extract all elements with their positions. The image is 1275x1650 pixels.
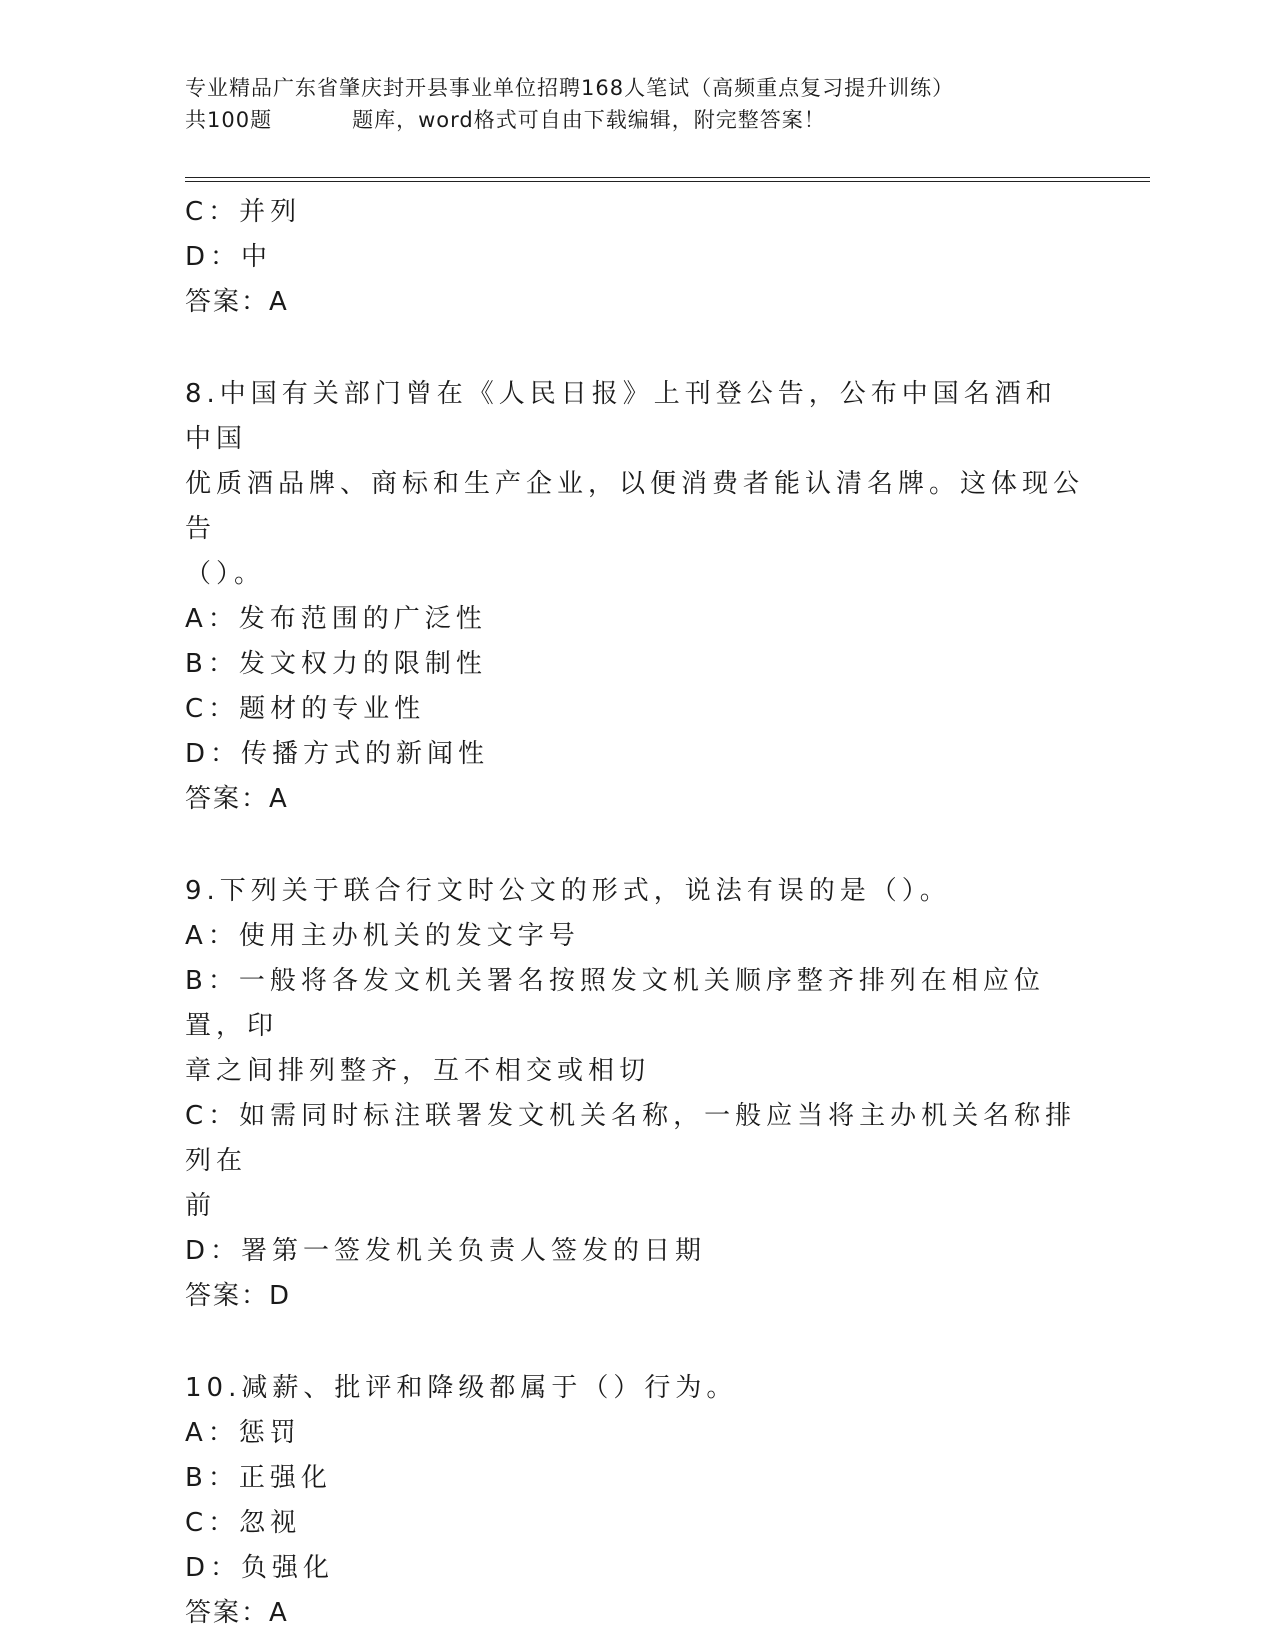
question-stem: 优质酒品牌、商标和生产企业，以便消费者能认清名牌。这体现公告 — [185, 469, 1085, 544]
option-line: C：并列 — [185, 197, 302, 227]
answer-line: 答案：D — [185, 1281, 292, 1311]
header-divider-bottom — [185, 181, 1150, 182]
question-stem: 8.中国有关部门曾在《人民日报》上刊登公告，公布中国名酒和中国 — [185, 379, 1057, 454]
header-title-line: 专业精品广东省肇庆封开县事业单位招聘168人笔试（高频重点复习提升训练） — [185, 76, 955, 100]
option-line: C：题材的专业性 — [185, 694, 426, 724]
header-divider-top — [185, 177, 1150, 178]
option-line: A：发布范围的广泛性 — [185, 604, 487, 634]
question-gap — [185, 325, 1085, 372]
option-line: D：署第一签发机关负责人签发的日期 — [185, 1236, 707, 1266]
option-line: B：发文权力的限制性 — [185, 649, 487, 679]
option-line: D：负强化 — [185, 1553, 335, 1583]
option-line: A：惩罚 — [185, 1418, 301, 1448]
document-header — [185, 72, 1115, 136]
option-line: 前 — [185, 1191, 217, 1221]
option-line: C：如需同时标注联署发文机关名称，一般应当将主办机关名称排列在 — [185, 1101, 1077, 1176]
question-gap — [185, 1319, 1085, 1366]
header-question-count: 共100题 — [185, 108, 273, 132]
option-line: D：传播方式的新闻性 — [185, 739, 490, 769]
question-stem: 10.减薪、批评和降级都属于（）行为。 — [185, 1373, 738, 1403]
option-line: B：一般将各发文机关署名按照发文机关顺序整齐排列在相应位置，印 — [185, 966, 1045, 1041]
option-line: C：忽视 — [185, 1508, 302, 1538]
option-line: B：正强化 — [185, 1463, 332, 1493]
question-gap — [185, 822, 1085, 869]
header-subtitle-line — [185, 104, 1115, 136]
answer-line: 答案：A — [185, 287, 289, 317]
option-line: 章之间排列整齐，互不相交或相切 — [185, 1056, 651, 1086]
question-stem: （）。 — [185, 559, 266, 589]
header-description: 题库，word格式可自由下载编辑，附完整答案！ — [352, 108, 826, 132]
answer-line: 答案：A — [185, 784, 289, 814]
option-line: A：使用主办机关的发文字号 — [185, 921, 580, 951]
answer-line: 答案：A — [185, 1598, 289, 1628]
question-stem: 9.下列关于联合行文时公文的形式，说法有误的是（）。 — [185, 876, 951, 906]
question-content — [185, 190, 1085, 1636]
option-line: D：中 — [185, 242, 273, 272]
